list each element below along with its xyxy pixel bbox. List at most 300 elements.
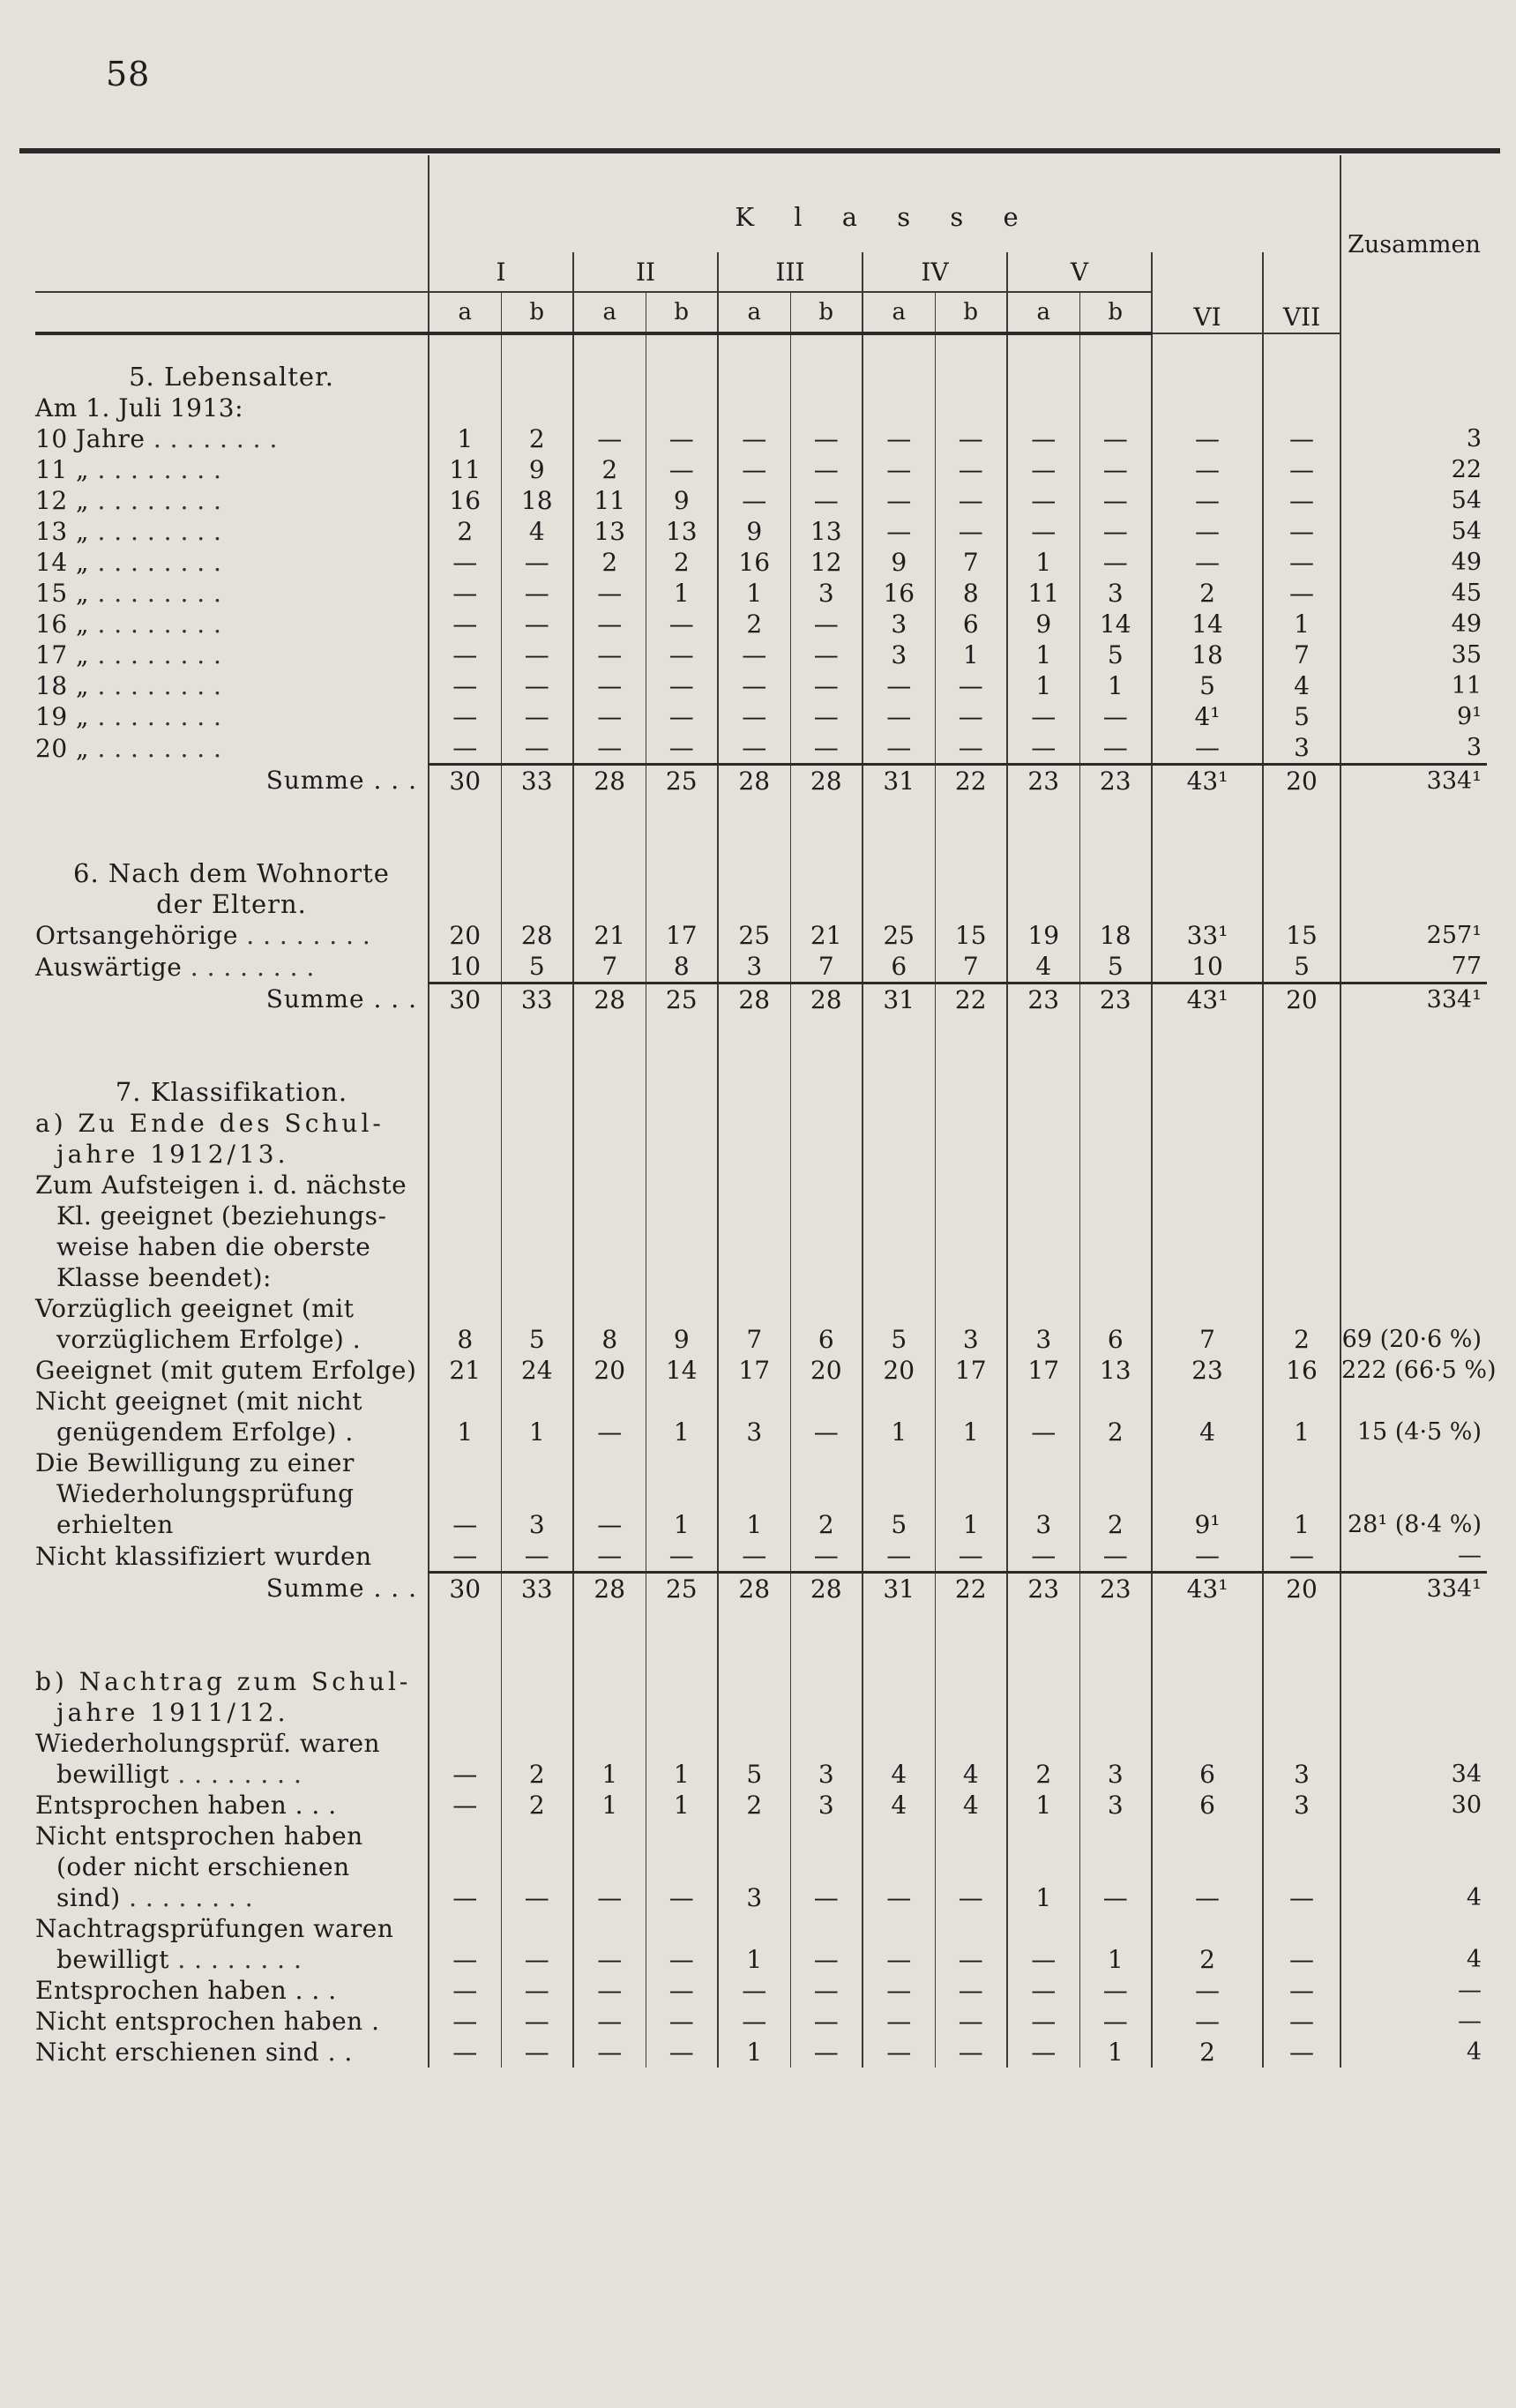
table-cell: —	[573, 578, 646, 609]
table-cell	[501, 1262, 573, 1293]
zusammen-cell: 222 (66·5 %)	[1341, 1357, 1497, 1384]
table-cell: 3	[718, 1882, 790, 1913]
table-cell: 2	[1079, 1509, 1152, 1540]
table-cell	[501, 1231, 573, 1262]
table-cell	[863, 1851, 935, 1882]
classification-row-label	[35, 1293, 1487, 1324]
table-cell: 5	[1079, 639, 1152, 670]
table-cell: —	[646, 609, 718, 639]
table-cell: —	[1152, 516, 1263, 547]
table-cell	[1263, 889, 1341, 920]
table-cell	[1079, 1262, 1152, 1293]
table-cell	[1152, 1108, 1263, 1139]
zusammen-cell	[1341, 1666, 1487, 1697]
table-cell: —	[863, 701, 935, 732]
table-cell	[1152, 1697, 1263, 1728]
sub-header-b: b	[646, 292, 718, 333]
table-cell: 3	[718, 951, 790, 983]
table-cell: —	[1079, 732, 1152, 765]
table-cell: 23	[1079, 983, 1152, 1016]
table-cell	[646, 1077, 718, 1108]
table-cell	[646, 1386, 718, 1417]
row-label: bewilligt . . .	[35, 1759, 429, 1790]
zusammen-cell	[1341, 1077, 1487, 1108]
table-cell	[1007, 1851, 1079, 1882]
table-cell: —	[646, 423, 718, 454]
table-cell: 8	[935, 578, 1007, 609]
table-cell: —	[429, 1790, 501, 1821]
age-row	[35, 701, 1487, 732]
table-cell	[863, 1728, 935, 1759]
table-cell	[429, 858, 501, 889]
row-label: erhielten	[56, 1510, 174, 1539]
table-cell: —	[501, 1944, 573, 1975]
supplement-row-label-label: (oder nicht erschienen	[56, 1852, 350, 1881]
table-cell	[1079, 858, 1152, 889]
table-cell	[935, 1386, 1007, 1417]
table-cell: 1	[935, 1417, 1007, 1447]
table-cell	[1007, 1077, 1079, 1108]
zusammen-cell: 4	[1341, 1882, 1487, 1913]
intro-line	[35, 1200, 1487, 1231]
table-cell	[863, 1478, 935, 1509]
table-cell	[790, 1478, 863, 1509]
table-cell: 20	[790, 1355, 863, 1386]
table-cell: 3	[1079, 1790, 1152, 1821]
classification-row	[35, 1324, 1487, 1355]
table-cell	[1152, 1139, 1263, 1170]
table-cell: 43¹	[1152, 765, 1263, 797]
table-cell: —	[646, 1975, 718, 2006]
table-cell: —	[863, 1882, 935, 1913]
table-cell: 23	[1152, 1355, 1263, 1386]
table-cell: —	[1263, 454, 1341, 485]
table-cell	[1079, 1293, 1152, 1324]
table-cell: 16	[863, 578, 935, 609]
table-cell	[1263, 1913, 1341, 1944]
table-cell	[718, 1139, 790, 1170]
table-cell: 3	[1079, 1759, 1152, 1790]
spacer-row	[35, 1604, 1487, 1666]
table-cell: 28	[790, 983, 863, 1016]
spacer-row	[35, 333, 1487, 362]
table-cell: —	[501, 1882, 573, 1913]
table-cell: —	[935, 670, 1007, 701]
table-cell	[863, 1108, 935, 1139]
classification-row-label-label: Nicht geeignet (mit nicht	[35, 1387, 363, 1416]
table-cell	[646, 1913, 718, 1944]
age-row	[35, 454, 1487, 485]
table-cell	[790, 1666, 863, 1697]
table-cell	[1263, 1478, 1341, 1509]
zusammen-cell: 69 (20·6 %)	[1341, 1324, 1487, 1355]
table-cell: 9	[646, 485, 718, 516]
header-corner	[35, 155, 429, 252]
table-cell	[1263, 1077, 1341, 1108]
table-cell: 16	[718, 547, 790, 578]
table-cell	[1263, 1386, 1341, 1417]
table-cell: —	[1152, 454, 1263, 485]
table-cell: 11	[1007, 578, 1079, 609]
intro-line	[35, 1170, 1487, 1200]
row-label: 17 „ . . .	[35, 639, 429, 670]
table-cell	[790, 1015, 863, 1077]
group-VI-header: VI	[1152, 252, 1263, 333]
table-cell	[790, 1293, 863, 1324]
zusammen-cell: 45	[1341, 578, 1487, 609]
table-cell	[935, 1697, 1007, 1728]
table-cell: —	[935, 1975, 1007, 2006]
table-cell: —	[429, 578, 501, 609]
table-cell	[1152, 393, 1263, 423]
table-cell: 30	[429, 1573, 501, 1605]
table-cell	[573, 1200, 646, 1231]
supplement-row-label	[35, 1851, 1487, 1882]
table-cell	[863, 1821, 935, 1851]
table-cell	[501, 1015, 573, 1077]
table-cell	[718, 1666, 790, 1697]
table-cell: —	[718, 1540, 790, 1573]
classification-row	[35, 1540, 1487, 1573]
table-cell	[429, 1200, 501, 1231]
table-cell: 5	[501, 951, 573, 983]
table-cell: 8	[573, 1324, 646, 1355]
table-cell: —	[429, 732, 501, 765]
table-cell: 5	[1263, 701, 1341, 732]
table-cell: —	[1263, 485, 1341, 516]
zusammen-cell: 35	[1341, 639, 1487, 670]
table-cell	[1152, 1604, 1263, 1666]
table-cell: 7	[935, 951, 1007, 983]
table-cell: —	[790, 670, 863, 701]
table-cell: —	[1079, 454, 1152, 485]
table-cell	[501, 1851, 573, 1882]
age-row	[35, 578, 1487, 609]
table-cell: 1	[429, 1417, 501, 1447]
table-cell	[1152, 1666, 1263, 1697]
table-cell: 2	[718, 1790, 790, 1821]
table-cell	[718, 393, 790, 423]
table-cell	[1263, 1697, 1341, 1728]
table-cell	[718, 1015, 790, 1077]
table-cell	[501, 1139, 573, 1170]
table-cell	[1007, 1697, 1079, 1728]
table-cell	[646, 393, 718, 423]
table-cell: —	[1079, 701, 1152, 732]
table-cell	[501, 889, 573, 920]
table-cell	[1007, 393, 1079, 423]
table-cell	[646, 1666, 718, 1697]
table-cell	[501, 796, 573, 858]
table-cell: 2	[718, 609, 790, 639]
table-cell	[501, 1821, 573, 1851]
table-cell: —	[863, 454, 935, 485]
table-cell: —	[935, 732, 1007, 765]
table-cell: —	[501, 1540, 573, 1573]
table-cell: 1	[573, 1759, 646, 1790]
table-cell: —	[935, 2006, 1007, 2037]
age-row	[35, 423, 1487, 454]
classification-row-label	[35, 1478, 1487, 1509]
table-cell	[1079, 1604, 1152, 1666]
zusammen-cell: 334¹	[1341, 983, 1487, 1016]
table-cell	[1079, 362, 1152, 393]
table-cell: 7	[935, 547, 1007, 578]
table-cell: —	[1152, 1882, 1263, 1913]
section-7b-title-cont-label: jahre 1911/12.	[56, 1698, 289, 1727]
table-cell	[935, 393, 1007, 423]
table-cell	[501, 1447, 573, 1478]
table-cell	[863, 1139, 935, 1170]
classification-row	[35, 1355, 1487, 1386]
table-cell: —	[718, 485, 790, 516]
table-cell: 2	[1152, 2037, 1263, 2068]
zusammen-cell: 334¹	[1341, 765, 1487, 797]
table-cell	[573, 889, 646, 920]
table-cell	[429, 362, 501, 393]
table-cell	[1079, 393, 1152, 423]
sub-header-b: b	[790, 292, 863, 333]
table-cell: 1	[1007, 1882, 1079, 1913]
table-cell	[1079, 1478, 1152, 1509]
table-cell	[935, 1851, 1007, 1882]
table-cell: —	[1079, 423, 1152, 454]
table-cell: 25	[863, 920, 935, 951]
table-cell	[1079, 1200, 1152, 1231]
table-cell: 25	[646, 1573, 718, 1605]
zusammen-cell: 22	[1341, 454, 1487, 485]
table-cell: 23	[1079, 1573, 1152, 1605]
table-cell	[863, 362, 935, 393]
table-cell	[718, 796, 790, 858]
table-cell: —	[573, 2037, 646, 2068]
intro-line-label: Zum Aufsteigen i. d. nächste	[35, 1170, 407, 1200]
table-cell	[1263, 333, 1341, 362]
table-cell	[573, 1108, 646, 1139]
table-cell	[501, 1728, 573, 1759]
section-6-title	[35, 858, 1487, 889]
zusammen-cell	[1341, 1386, 1487, 1417]
table-cell: —	[935, 516, 1007, 547]
group-I-header: I	[429, 252, 573, 292]
table-cell	[1152, 1447, 1263, 1478]
table-cell: 5	[1079, 951, 1152, 983]
table-cell: —	[501, 639, 573, 670]
row-label: genügendem Erfolge) .	[56, 1417, 354, 1447]
table-cell: 22	[935, 765, 1007, 797]
table-cell	[429, 1447, 501, 1478]
table-cell: —	[935, 1540, 1007, 1573]
table-cell: 7	[718, 1324, 790, 1355]
table-cell	[429, 1077, 501, 1108]
zusammen-cell	[1341, 1200, 1487, 1231]
table-cell: —	[1079, 485, 1152, 516]
table-cell	[646, 1604, 718, 1666]
table-cell: —	[1152, 1975, 1263, 2006]
table-cell: 17	[935, 1355, 1007, 1386]
table-cell: —	[1263, 1540, 1341, 1573]
table-cell	[935, 889, 1007, 920]
table-cell	[718, 1913, 790, 1944]
row-label: 15 „ . . .	[35, 578, 429, 609]
table-cell	[790, 1262, 863, 1293]
supplement-row	[35, 1790, 1487, 1821]
table-cell: —	[790, 1417, 863, 1447]
section-7a-title-label: a) Zu Ende des Schul-	[35, 1109, 385, 1138]
table-cell	[1263, 1262, 1341, 1293]
table-cell	[790, 1728, 863, 1759]
table-cell	[501, 1478, 573, 1509]
table-cell: —	[1263, 547, 1341, 578]
table-cell: —	[935, 2037, 1007, 2068]
zusammen-cell	[1341, 393, 1487, 423]
table-cell	[573, 362, 646, 393]
table-cell: 6	[935, 609, 1007, 639]
table-cell: —	[573, 670, 646, 701]
residence-row	[35, 951, 1487, 983]
table-cell: 28	[573, 1573, 646, 1605]
zusammen-cell	[1341, 362, 1487, 393]
section-5-date	[35, 393, 1487, 423]
table-cell: —	[935, 423, 1007, 454]
table-cell: 23	[1079, 765, 1152, 797]
table-cell: 4	[1007, 951, 1079, 983]
table-cell: 23	[1007, 765, 1079, 797]
table-cell	[646, 1170, 718, 1200]
table-cell	[790, 1821, 863, 1851]
table-cell: —	[646, 732, 718, 765]
group-VII-header: VII	[1263, 252, 1341, 333]
table-cell: —	[429, 1944, 501, 1975]
section-5-title	[35, 362, 1487, 393]
table-cell	[429, 796, 501, 858]
section-7-title	[35, 1077, 1487, 1108]
table-cell	[790, 1913, 863, 1944]
table-cell	[863, 1604, 935, 1666]
supplement-row-label-label: Wiederholungsprüf. waren	[35, 1729, 381, 1758]
section-7a-title-cont-label: jahre 1912/13.	[56, 1140, 289, 1169]
table-cell: 1	[718, 2037, 790, 2068]
zusammen-cell: 54	[1341, 516, 1487, 547]
table-cell: 3	[1079, 578, 1152, 609]
table-cell	[1152, 362, 1263, 393]
table-cell	[429, 1386, 501, 1417]
table-cell: —	[718, 1975, 790, 2006]
age-row	[35, 609, 1487, 639]
table-cell	[935, 1447, 1007, 1478]
table-cell	[573, 1447, 646, 1478]
table-cell	[1007, 1139, 1079, 1170]
zusammen-cell	[1341, 1108, 1487, 1139]
table-cell	[429, 1015, 501, 1077]
zusammen-cell: 54	[1341, 485, 1487, 516]
table-cell: —	[718, 2006, 790, 2037]
table-cell	[1152, 1170, 1263, 1200]
zusammen-cell: 49	[1341, 609, 1487, 639]
table-cell	[718, 333, 790, 362]
row-label: Summe . . .	[265, 1574, 417, 1604]
table-cell	[501, 1077, 573, 1108]
table-cell: —	[429, 2006, 501, 2037]
table-cell	[863, 333, 935, 362]
table-cell: 28	[573, 765, 646, 797]
table-cell: 2	[501, 1759, 573, 1790]
table-cell: —	[1007, 454, 1079, 485]
table-cell	[1007, 1821, 1079, 1851]
table-cell: 28	[718, 983, 790, 1016]
table-cell: 10	[429, 951, 501, 983]
table-cell	[863, 1666, 935, 1697]
table-cell	[790, 1200, 863, 1231]
zusammen-cell: 77	[1341, 951, 1487, 983]
table-cell	[573, 1231, 646, 1262]
table-cell: 14	[646, 1355, 718, 1386]
table-cell	[935, 1262, 1007, 1293]
table-cell: 3	[501, 1509, 573, 1540]
table-cell	[429, 1478, 501, 1509]
row-label: 18 „ . . .	[35, 670, 429, 701]
summe-row	[35, 765, 1487, 797]
table-cell	[790, 858, 863, 889]
table-cell	[501, 1697, 573, 1728]
zusammen-cell	[1341, 1262, 1487, 1293]
section-7b-title-cont	[35, 1697, 1487, 1728]
table-cell: —	[790, 1944, 863, 1975]
row-label: 10 Jahre . . .	[35, 423, 429, 454]
table-cell	[646, 1200, 718, 1231]
table-cell	[863, 858, 935, 889]
table-cell: 1	[1079, 2037, 1152, 2068]
table-cell: —	[1007, 2037, 1079, 2068]
table-cell: 20	[1263, 983, 1341, 1016]
zusammen-cell	[1341, 1478, 1487, 1509]
table-cell: —	[646, 454, 718, 485]
table-cell	[1152, 796, 1263, 858]
table-cell	[573, 1913, 646, 1944]
table-cell	[790, 1170, 863, 1200]
table-cell: —	[646, 701, 718, 732]
table-cell: —	[790, 423, 863, 454]
table-cell: 31	[863, 1573, 935, 1605]
table-cell: —	[573, 732, 646, 765]
supplement-row-label	[35, 1821, 1487, 1851]
table-cell	[429, 1108, 501, 1139]
table-cell: 21	[429, 1355, 501, 1386]
table-cell	[1263, 1200, 1341, 1231]
table-cell	[1152, 1262, 1263, 1293]
table-cell	[646, 1139, 718, 1170]
table-cell: 1	[1263, 1417, 1341, 1447]
table-cell: 3	[1007, 1509, 1079, 1540]
table-cell: 1	[863, 1417, 935, 1447]
table-cell: 33	[501, 983, 573, 1016]
group-III-header: III	[718, 252, 863, 292]
table-cell	[935, 1913, 1007, 1944]
table-cell: —	[790, 1540, 863, 1573]
row-label: Ortsangehörige . . .	[35, 920, 429, 951]
table-cell	[429, 1821, 501, 1851]
table-cell: 28	[718, 765, 790, 797]
table-cell: —	[573, 1417, 646, 1447]
table-cell: —	[863, 1975, 935, 2006]
row-label: Nicht klassifiziert wurden	[35, 1541, 372, 1571]
table-cell	[1263, 1015, 1341, 1077]
table-cell: —	[429, 670, 501, 701]
table-cell: —	[790, 2006, 863, 2037]
intro-line-label: Kl. geeignet (beziehungs-	[56, 1201, 387, 1230]
table-cell	[1079, 889, 1152, 920]
table-cell	[790, 796, 863, 858]
